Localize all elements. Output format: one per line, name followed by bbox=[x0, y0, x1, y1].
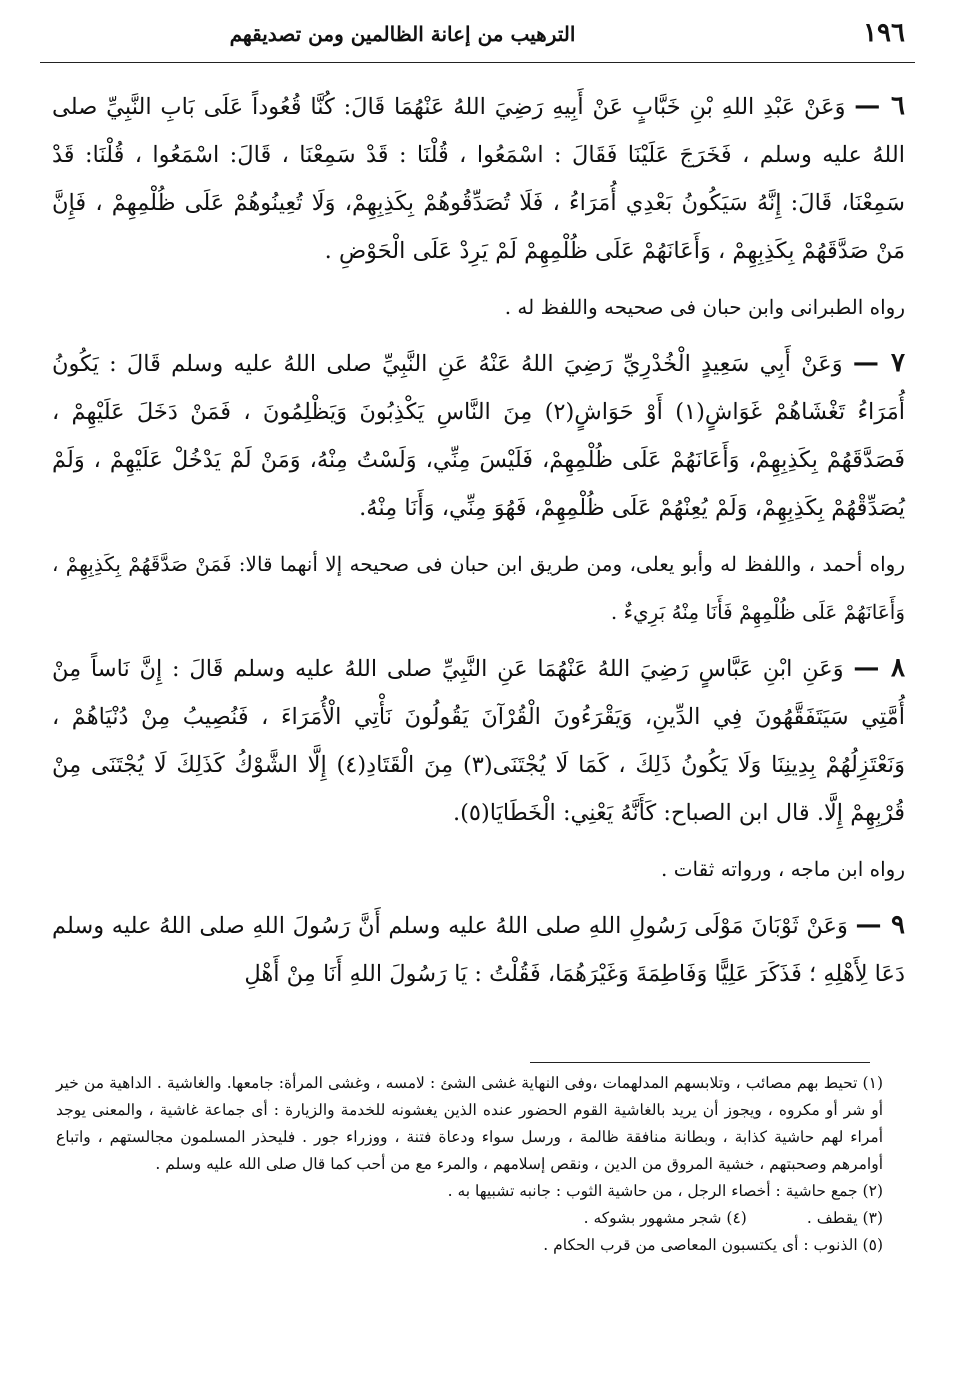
hadith-6 bbox=[52, 82, 905, 275]
hadith-text: وَعَنِ ابْنِ عَبَّاسٍ رَضِيَ اللهُ عَنْهُمَا عَنِ النَّبِيِّ صلى اللهُ عليه وسلم قَالَ : إِنَّ نَاساً مِنْ أُمَّتِي سَيَتَفَقَّهُونَ فِي الدِّينِ، وَيَقْرَءُونَ الْقُرْآنَ يَقُولُونَ نَأْتِي الْأُمَرَاءَ ، فَنُصِيبُ مِنْ دُنْيَاهُمْ ، وَنَعْتَزِلُهُمْ بِدِينِنَا وَلَا يَكُونُ ذَلِكَ ، كَمَا لَا يُجْتَنَى(٣) مِنَ الْقَتَادِ(٤) إِلَّا الشَّوْكُ كَذَلِكَ لَا يُجْتَنَى مِنْ قُرْبِهِمْ إِلَّا. قال ابن الصباح: كَأَنَّهُ يَعْنِي: الْخَطَايَا(٥). bbox=[52, 656, 905, 826]
hadith-number: ٦ — bbox=[854, 91, 905, 121]
footnote-2: (٢) جمع حاشية : أخصاء الرجل ، من حاشية الثوب : جانبه تشبيها به . bbox=[447, 1182, 883, 1200]
hadith-text: وَعَنْ ثَوْبَانَ مَوْلَى رَسُولِ اللهِ صلى اللهُ عليه وسلم أَنَّ رَسُولَ اللهِ صلى اللهُ عليه وسلم دَعَا لِأَهْلِهِ ؛ فَذَكَرَ عَلِيًّا وَفَاطِمَةَ وَغَيْرَهُمَا، فَقُلْتُ : يَا رَسُولَ اللهِ أَنَا مِنْ أَهْلِ bbox=[52, 913, 905, 987]
footnote-1: (١) تحيط بهم مصائب ، وتلابسهم المدلهمات ،وفى النهاية غشى الشئ : لامسه ، وغشى المرأة: جامعها. والغاشية . الداهية من خير أو شر أو مكروه ، ويجوز أن يريد بالغاشية القوم الحضور عنده الذين يغشونه للخدمة والزيارة : أى جماعة غاشية ، والمعنى يوجد أمراء لهم حاشية كذابة ، وبطانة منافقة ظالمة ، ورسل سواء ودعاة فتنة ، ووزراء جور . فليحذر المسلمون مجالستهم ، واتباع أوامرهم وصحبتهم ، خشية المروق من الدين ، ونقص إسلامهم ، والمرء مع من أحب كما قال صلى الله عليه وسلم . bbox=[56, 1074, 883, 1173]
page-header bbox=[40, 12, 915, 63]
hadith-7 bbox=[52, 339, 905, 532]
footnote-3: (٣) يقطف . bbox=[806, 1209, 883, 1227]
hadith-9 bbox=[52, 901, 905, 998]
footnote-4: (٤) شجر مشهور بشوكه . bbox=[583, 1209, 747, 1227]
footnote-separator bbox=[530, 1062, 870, 1063]
running-title: الترهيب من إعانة الظالمين ومن تصديقهم bbox=[229, 22, 576, 46]
hadith-7-source: رواه أحمد ، واللفظ له وأبو يعلى، ومن طريق ابن حبان فى صحيحه إلا أنهما قالا: فَمَنْ صَدَّقَهُمْ بِكَذِبِهِمْ ، وَأَعَانَهُمْ عَلَى ظُلْمِهِمْ فَأَنَا مِنْهُ بَرِيءٌ . bbox=[52, 552, 905, 624]
hadith-number: ٨ — bbox=[853, 653, 905, 683]
hadith-text: وَعَنْ عَبْدِ اللهِ بْنِ خَبَّابٍ عَنْ أَبِيهِ رَضِيَ اللهُ عَنْهُمَا قَالَ: كُنَّا قُعُوداً عَلَى بَابِ النَّبِيِّ صلى اللهُ عليه وسلم ، فَخَرَجَ عَلَيْنَا فَقَالَ : اسْمَعُوا ، قُلْنَا : قَدْ سَمِعْنَا ، قَالَ: اسْمَعُوا ، قُلْنَا: قَدْ سَمِعْنَا، قَالَ: إِنَّهُ سَيَكُونُ بَعْدِي أُمَرَاءُ ، فَلَا تُصَدِّقُوهُمْ بِكَذِبِهِمْ، وَلَا تُعِينُوهُمْ عَلَى ظُلْمِهِمْ ، فَإِنَّ مَنْ صَدَّقَهُمْ بِكَذِبِهِمْ ، وَأَعَانَهُمْ عَلَى ظُلْمِهِمْ لَمْ يَرِدْ عَلَى الْحَوْضِ . bbox=[52, 94, 905, 264]
hadith-6-source: رواه الطبرانى وابن حبان فى صحيحه واللفظ له . bbox=[504, 295, 905, 319]
page-number: ١٩٦ bbox=[863, 18, 905, 48]
footnotes bbox=[56, 1070, 883, 1259]
hadith-number: ٧ — bbox=[852, 348, 905, 378]
main-text bbox=[52, 82, 905, 1006]
hadith-8-source: رواه ابن ماجه ، ورواته ثقات . bbox=[661, 857, 905, 881]
footnote-5: (٥) الذنوب : أى يكتسبون المعاصى من قرب الحكام . bbox=[543, 1236, 883, 1254]
hadith-text: وَعَنْ أَبِي سَعِيدٍ الْخُدْرِيِّ رَضِيَ اللهُ عَنْهُ عَنِ النَّبِيِّ صلى اللهُ عليه وسلم قَالَ : يَكُونُ أُمَرَاءُ تَغْشَاهُمْ غَوَاشٍ(١) أَوْ حَوَاشٍ(٢) مِنَ النَّاسِ يَكْذِبُونَ وَيَظْلِمُونَ ، فَمَنْ دَخَلَ عَلَيْهِمْ ، فَصَدَّقَهُمْ بِكَذِبِهِمْ، وَأَعَانَهُمْ عَلَى ظُلْمِهِمْ، فَلَيْسَ مِنِّي، وَلَسْتُ مِنْهُ، وَمَنْ لَمْ يَدْخُلْ عَلَيْهِمْ ، وَلَمْ يُصَدِّقْهُمْ بِكَذِبِهِمْ، وَلَمْ يُعِنْهُمْ عَلَى ظُلْمِهِمْ، فَهُوَ مِنِّي، وَأَنَا مِنْهُ. bbox=[52, 351, 905, 521]
hadith-8 bbox=[52, 644, 905, 837]
hadith-number: ٩ — bbox=[855, 910, 905, 940]
footnote-row bbox=[56, 1205, 883, 1232]
